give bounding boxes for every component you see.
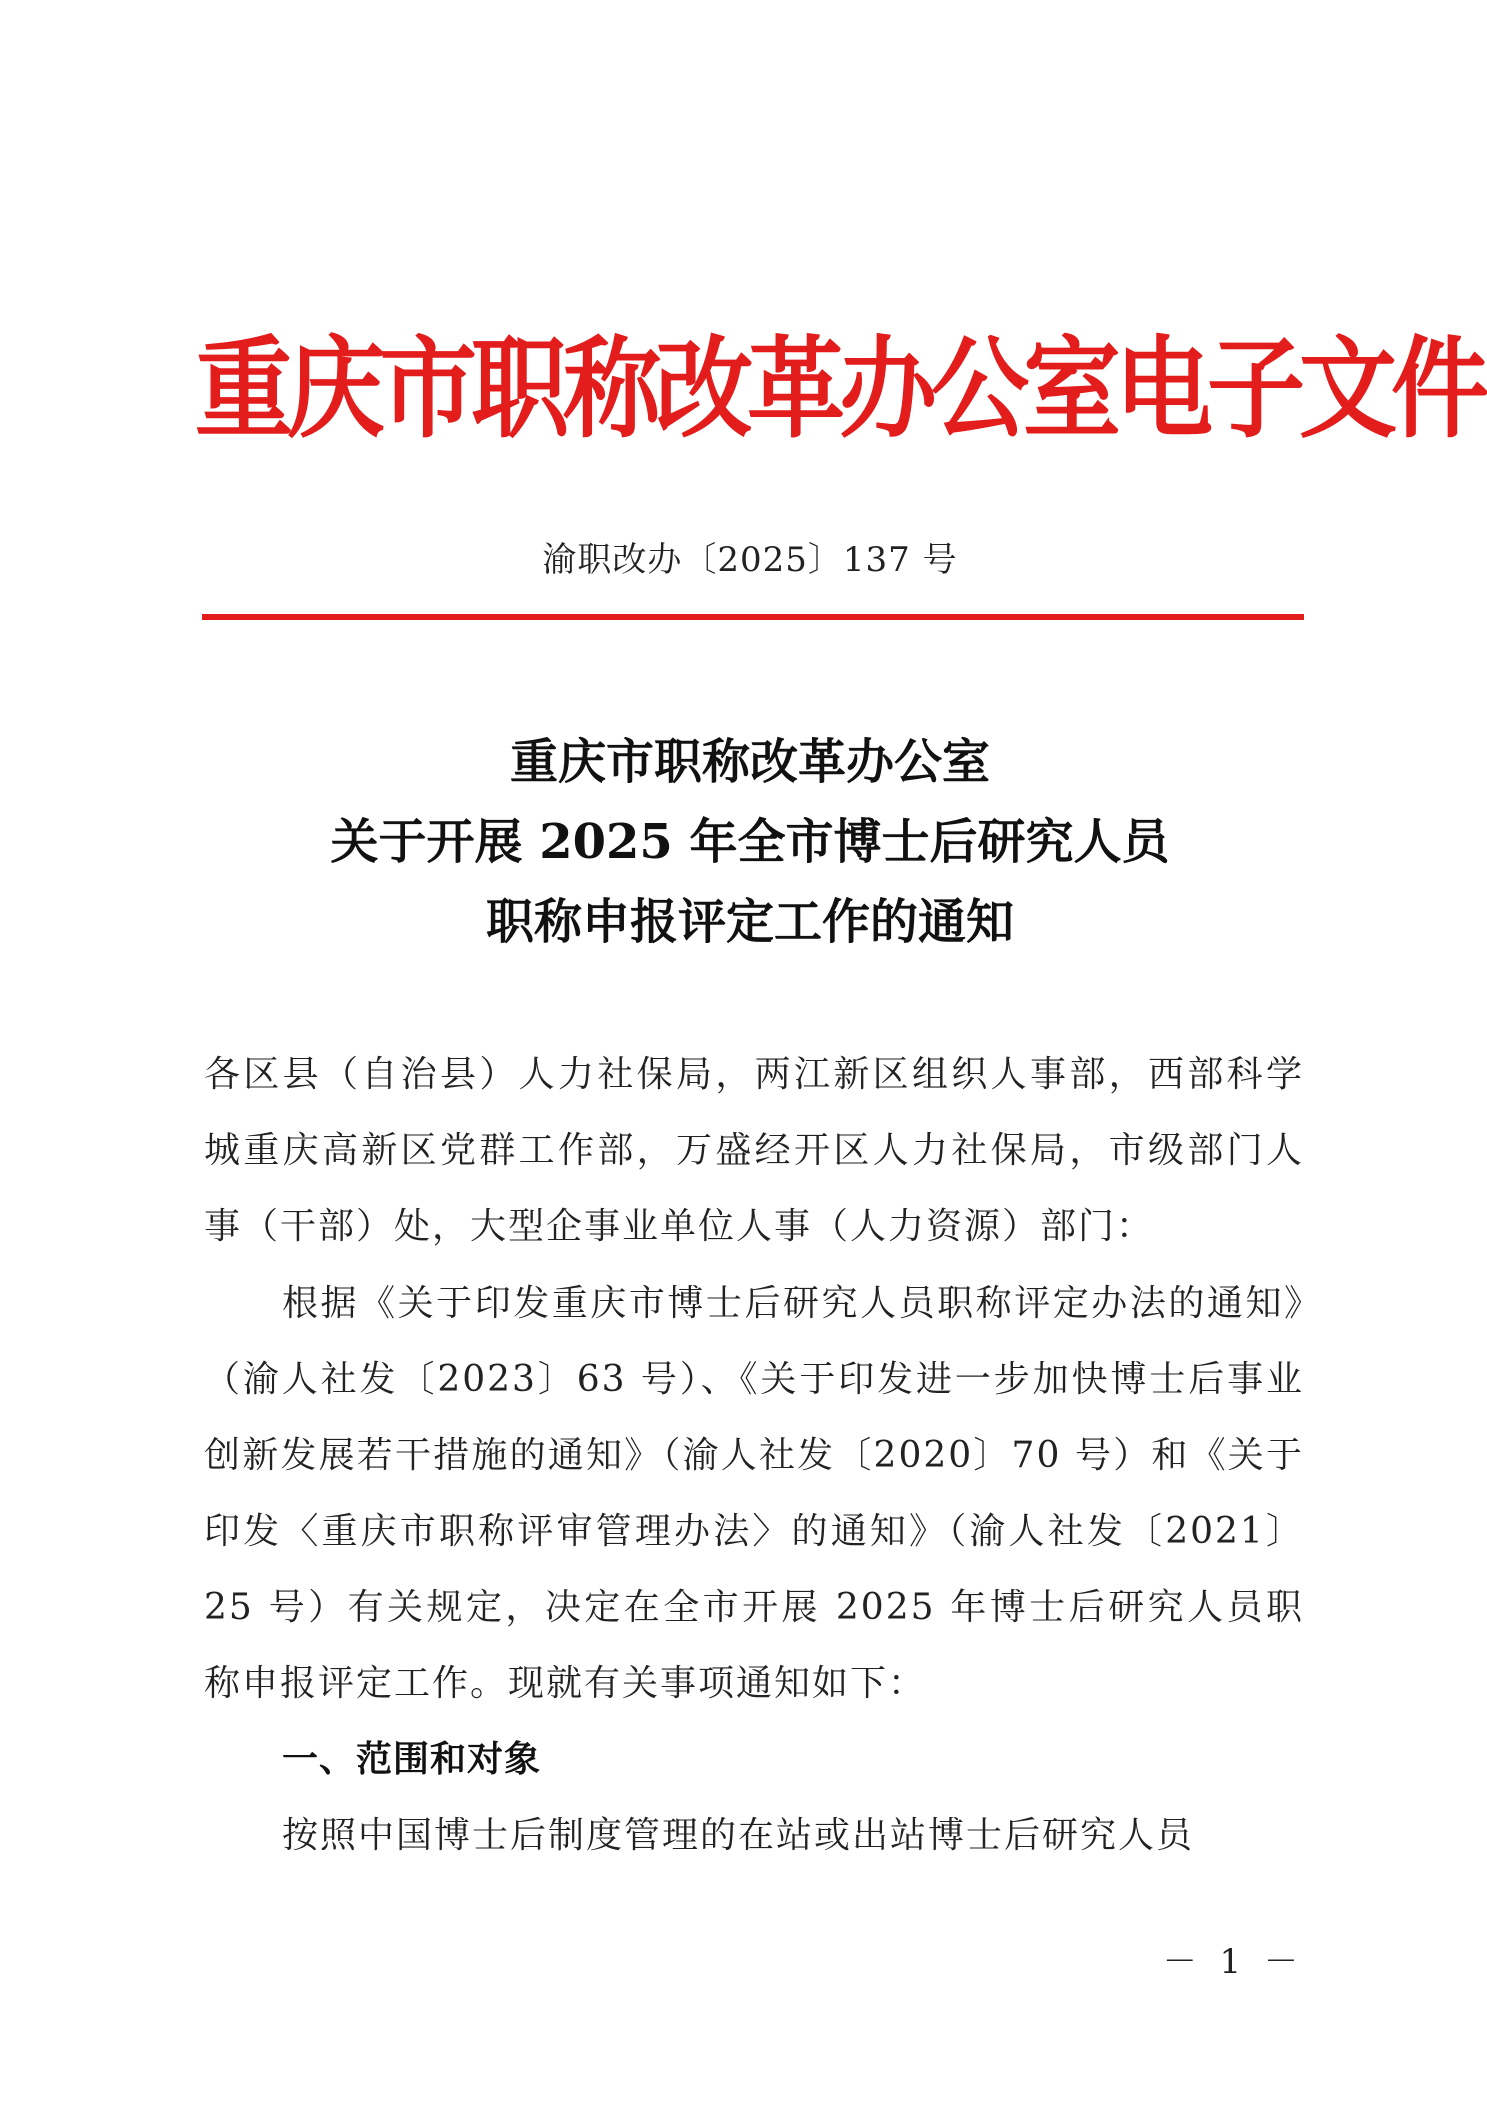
document-number: 渝职改办〔2025〕137 号 — [542, 540, 958, 580]
scope-paragraph: 按照中国博士后制度管理的在站或出站博士后研究人员 — [282, 1815, 1195, 1856]
addressee-paragraph: 各区县（自治县）人力社保局，两江新区组织人事部，西部科学城重庆高新区党群工作部，万盛经开区人力社保局，市级部门人事（干部）处，大型企事业单位人事（人力资源）部门： — [204, 1054, 1304, 1247]
title-line-2: 关于开展 2025 年全市博士后研究人员 — [330, 814, 1170, 870]
basis-paragraph: 根据《关于印发重庆市博士后研究人员职称评定办法的通知》（渝人社发〔2023〕63 号）、《关于印发进一步加快博士后事业创新发展若干措施的通知》（渝人社发〔2020〕70 号）和《关于印发〈重庆市职称评审管理办法〉的通知》（渝人社发〔2021〕25 号）有关规定，决定在全市开展 2025 年博士后研究人员职称申报评定工作。现就有关事项通知如下： — [204, 1283, 1304, 1704]
section-heading-scope: 一、范围和对象 — [282, 1739, 542, 1780]
document-masthead: 重庆市职称改革办公室电子文件 — [195, 325, 1484, 454]
page-number: － 1 － — [1162, 1942, 1304, 1982]
title-line-1: 重庆市职称改革办公室 — [509, 734, 990, 790]
title-line-3: 职称申报评定工作的通知 — [485, 894, 1014, 950]
red-divider-rule — [202, 614, 1304, 620]
notice-title — [195, 722, 1305, 962]
